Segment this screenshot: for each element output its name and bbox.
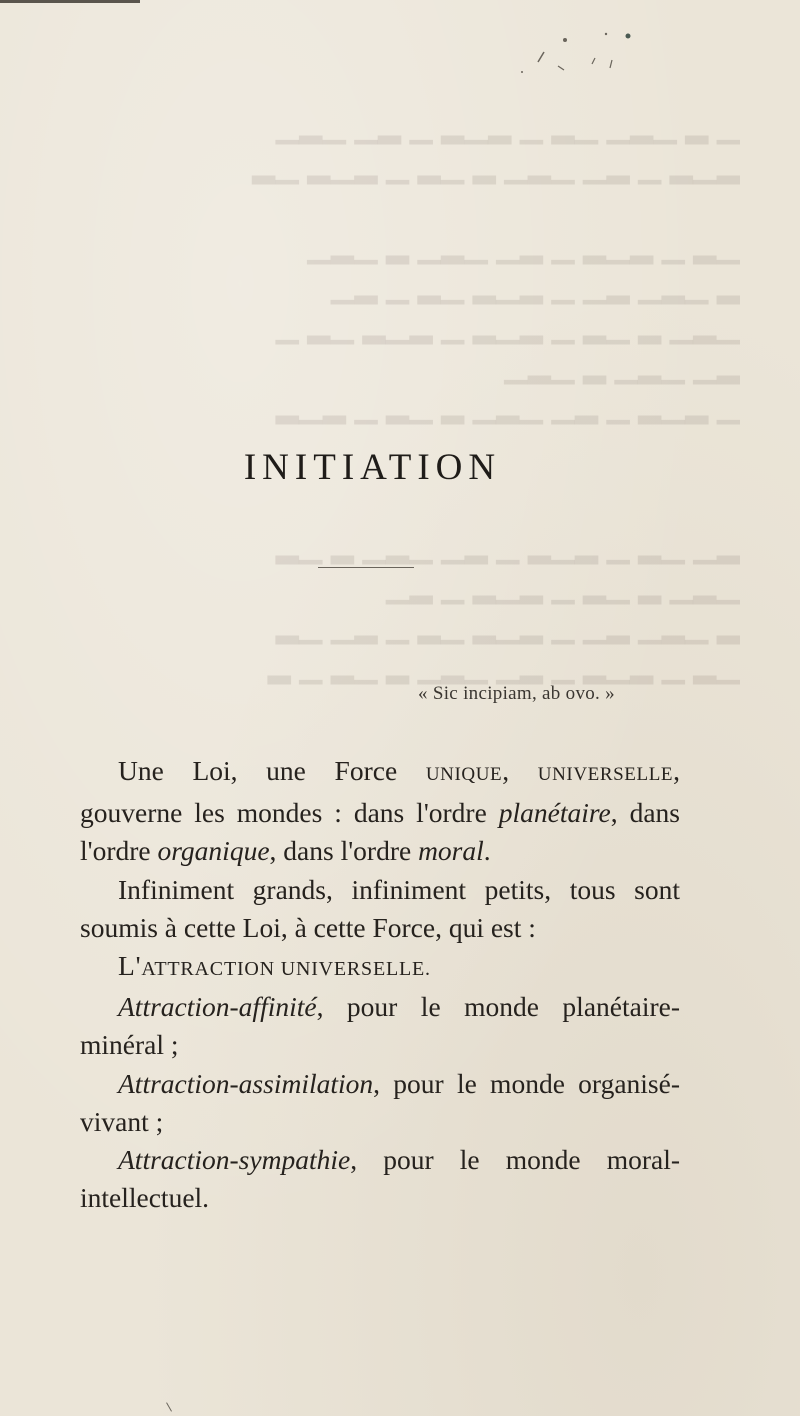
show-through-line: ▂▁ ▁▂▁ ▂ ▁▂▁ bbox=[503, 351, 740, 384]
show-through-line: ▂▁ ▁▂ ▁ ▂▁▂ ▁ ▂▁ ▁▂▁ ▂ ▁▂ bbox=[275, 531, 740, 564]
paragraph-1 bbox=[80, 752, 680, 871]
text-run: , bbox=[502, 755, 538, 786]
text-run: , gouverne les mondes : dans l'ordre bbox=[80, 755, 681, 829]
paragraph-2: Infiniment grands, infiniment petits, tous sont soumis à cette Loi, à cette Force, qui est : bbox=[80, 873, 680, 943]
text-run: , dans l'ordre bbox=[80, 797, 680, 867]
heading-rest: ATTRACTION UNIVERSELLE. bbox=[141, 958, 431, 981]
bottom-pencil-mark bbox=[166, 1398, 179, 1411]
heading-initial: L' bbox=[118, 950, 142, 982]
epigraph: « Sic incipiam, ab ovo. » bbox=[418, 683, 615, 704]
paragraph-3 bbox=[80, 988, 680, 1064]
show-through-line: ▁▂▁ ▂ ▁▂ ▁ ▂▁▂ ▁ ▂▁ bbox=[385, 571, 740, 604]
show-through-line: ▂ ▁▂▁ ▂▁ ▁ ▂▁▂ ▁▂ ▁ ▂▁ ▁▂ bbox=[275, 611, 740, 644]
text-run: , pour le monde planétaire-minéral ; bbox=[80, 991, 680, 1061]
show-through-line: ▂ ▁▂▁ ▂▁ ▁ ▂▁▂ ▁▂ ▁ ▂▁ bbox=[330, 271, 740, 304]
italic-term: Attraction-assimilation bbox=[118, 1067, 374, 1099]
italic-term: Attraction-sympathie bbox=[118, 1144, 351, 1176]
show-through-line: ▁▂▁ ▂ ▁▂ ▁ ▂▁▂ ▁ ▂▁▂ ▁▂ ▁ bbox=[275, 311, 740, 344]
italic-word: organique bbox=[157, 835, 270, 867]
page-title: INITIATION bbox=[243, 447, 502, 488]
title-divider bbox=[318, 567, 414, 568]
italic-term: Attraction-affinité bbox=[118, 991, 317, 1023]
paragraph-4 bbox=[80, 1065, 680, 1141]
italic-word: moral bbox=[418, 835, 484, 867]
text-run: , pour le monde organisé-vivant ; bbox=[80, 1067, 680, 1137]
text-run: Une Loi, une Force bbox=[118, 755, 426, 786]
ink-specks bbox=[510, 28, 660, 88]
text-run: , dans l'ordre bbox=[269, 835, 419, 867]
show-through-line: ▂▁▂ ▁ ▂▁ ▁▂▁ ▂ ▁▂ ▁ ▂▁▂ ▁▂ bbox=[251, 151, 740, 184]
section-heading bbox=[80, 947, 680, 988]
text-run: . bbox=[483, 835, 491, 867]
text-run: , pour le monde moral-intellectuel. bbox=[80, 1144, 680, 1214]
small-caps-word: UNIQUE bbox=[425, 764, 503, 785]
show-through-line: ▁▂ ▁ ▂▁▂ ▁ ▂▁ ▁▂▁ ▂ ▁▂ ▁ ▂ bbox=[267, 651, 740, 684]
paragraph-5 bbox=[80, 1141, 680, 1217]
small-caps-word: UNIVERSELLE bbox=[537, 764, 674, 785]
italic-word: planétaire bbox=[498, 797, 611, 829]
top-edge-rule bbox=[0, 0, 140, 3]
show-through-line: ▁ ▂▁▂ ▁ ▂▁ ▁▂▁ ▂ ▁▂ ▁ ▂▁▂ bbox=[275, 391, 740, 424]
body-text bbox=[80, 752, 680, 1217]
show-through-line: ▁▂ ▁ ▂▁▂ ▁ ▂▁ ▁▂▁ ▂ ▁▂▁ bbox=[306, 231, 740, 264]
show-through-line: ▁ ▂ ▁▂▁ ▁▂ ▁ ▂▁▂ ▁ ▂▁ ▁▂▁ bbox=[275, 111, 740, 144]
